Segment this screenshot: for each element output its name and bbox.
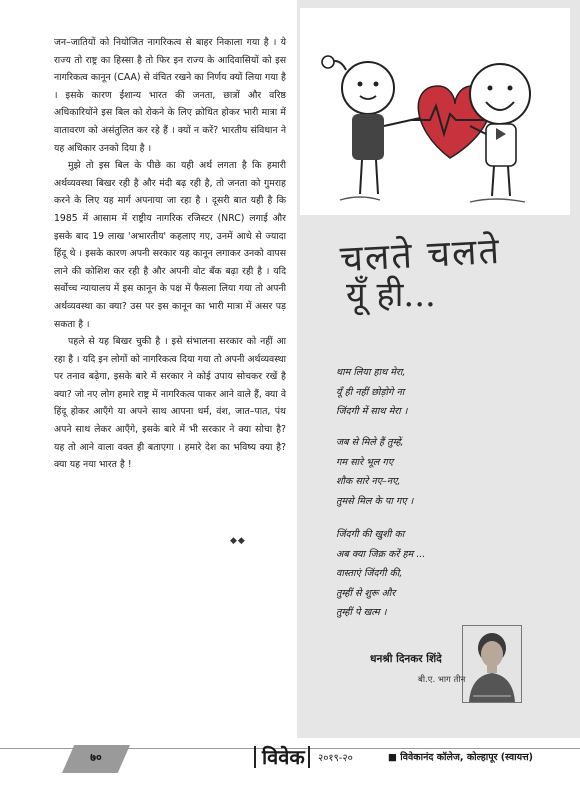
- poem-line: तुमसे मिल के पा गए ।: [336, 495, 414, 507]
- footer-divider: [308, 746, 310, 768]
- poem-stanza-2: [336, 433, 413, 511]
- poem-line: जब से मिले हैं तुम्हें,: [336, 437, 404, 448]
- poem-title: [339, 230, 502, 315]
- poem-line: तुम्हीं से शुरू और: [336, 587, 396, 599]
- article-body: [54, 34, 286, 474]
- poem-line: वास्ताएं जिंदगी की,: [336, 568, 403, 580]
- author-portrait: [463, 626, 521, 702]
- poem-line: गम सारे भूल गए: [336, 456, 394, 468]
- magazine-logo: विवेक: [262, 745, 305, 769]
- poem-line: जिंदगी की खुशी का: [336, 529, 405, 540]
- footer-college: ■ विवेकानंद कॉलेज, कोल्हापूर (स्वायत्त): [388, 752, 533, 763]
- poem-stanza-1: [336, 363, 407, 422]
- couple-heart-drawing: [300, 8, 570, 215]
- poem-line: थाम लिया हाथ मेरा,: [336, 367, 406, 378]
- author-name: धनश्री दिनकर शिंदे: [370, 653, 442, 665]
- footer-year: २०१९-२०: [318, 753, 353, 764]
- poem-title-line-2: यूँ ही...: [346, 275, 436, 315]
- poem-line: जिंदगी में साथ मेरा ।: [336, 406, 408, 418]
- page-number: ७०: [90, 751, 102, 764]
- poem-title-line-1: चलते चलते: [339, 230, 502, 281]
- article-paragraph-1: जन–जातियों को नियोजित नागरिकत्व से बाहर निकाला गया है । ये राज्य तो राष्ट्र का हिस्सा है तो फिर इन राज्य के आदिवासियों को इस नागरिकत्व कानून (CAA) से वंचित रखने का निर्णय क्यों लिया गया है । इसके कारण ईशान्य भारत की जनता, छात्रों और वरिष्ठ अधिकारियोंने इस बिल को रोकने के लिए क्रोधित होकर भारी मात्रा में वातावरण को असंतुलित कर रहे हैं । क्यों न करें? भारतीय संविधान ने यह अधिकार उनको दिया है ।: [54, 37, 286, 154]
- article-end-mark: ◆◆: [230, 536, 246, 546]
- poem-line: तुम्हीं पे खत्म ।: [336, 607, 387, 619]
- poem-line: शौक सारे नए–नए,: [336, 476, 401, 488]
- poem-line: अब क्या जिक्र करें हम ...: [336, 548, 426, 560]
- article-paragraph-3: पहले से यह बिखर चुकी है । इसे संभालना सरकार को नहीं आ रहा है । यदि इन लोगों को नागरिकत्व दिया गया तो अपनी अर्थव्यवस्था पर तनाव बढ़ेगा, इसके बारे में सरकार ने कोई उपाय सोचकर रखें है क्या? जो नए लोग हमारे राष्ट्र में नागरिकत्व पाकर आने वाले हैं, क्या वे हिंदू होकर आएँगे या अपने साथ आपना धर्म, वंश, जात–पात, पंथ अपने साथ लेकर आएँगे, इसके बारे में भी सरकार ने क्या सोचा है? यह तो आने वाला वक्त ही बताएगा । हमारे देश का भविष्य क्या है? क्या यह नया भारत है !: [54, 336, 286, 471]
- article-paragraph-2: मुझे तो इस बिल के पीछे का यही अर्थ लगता है कि हमारी अर्थव्यवस्था बिखर रही है और मंदी बढ़ रही है, तो जनता को गुमराह करने के लिए यह मार्ग अपनाया जा रहा है । दूसरी बात यही है कि 1985 में आसाम में राष्ट्रीय नागरिक रजिस्टर (NRC) लगाई और इसके बाद 19 लाख 'अभारतीय' कहलाए गए, उनमें आधे से ज्यादा हिंदू थे । इसके कारण अपनी सरकार यह कानून लगाकर उनको वापस लाने की कोशिश कर रही है और अपनी वोट बँक बढ़ा रही है । यदि सर्वोच्च न्यायालय में इस कानून के पक्ष में फैसला लिया गया तो अपनी अर्थव्यवस्था का क्या? उस पर इस कानून का भारी मात्रा में असर पड़ सकता है ।: [54, 160, 286, 330]
- poem-line: यूँ ही नहीं छोड़ोगे ना: [336, 386, 405, 398]
- poem-stanza-3: [336, 525, 425, 623]
- footer-divider: [254, 746, 256, 768]
- author-photo: [462, 625, 522, 703]
- couple-heart-illustration: [300, 8, 570, 215]
- author-class: बी.ए. भाग तीन: [418, 675, 466, 685]
